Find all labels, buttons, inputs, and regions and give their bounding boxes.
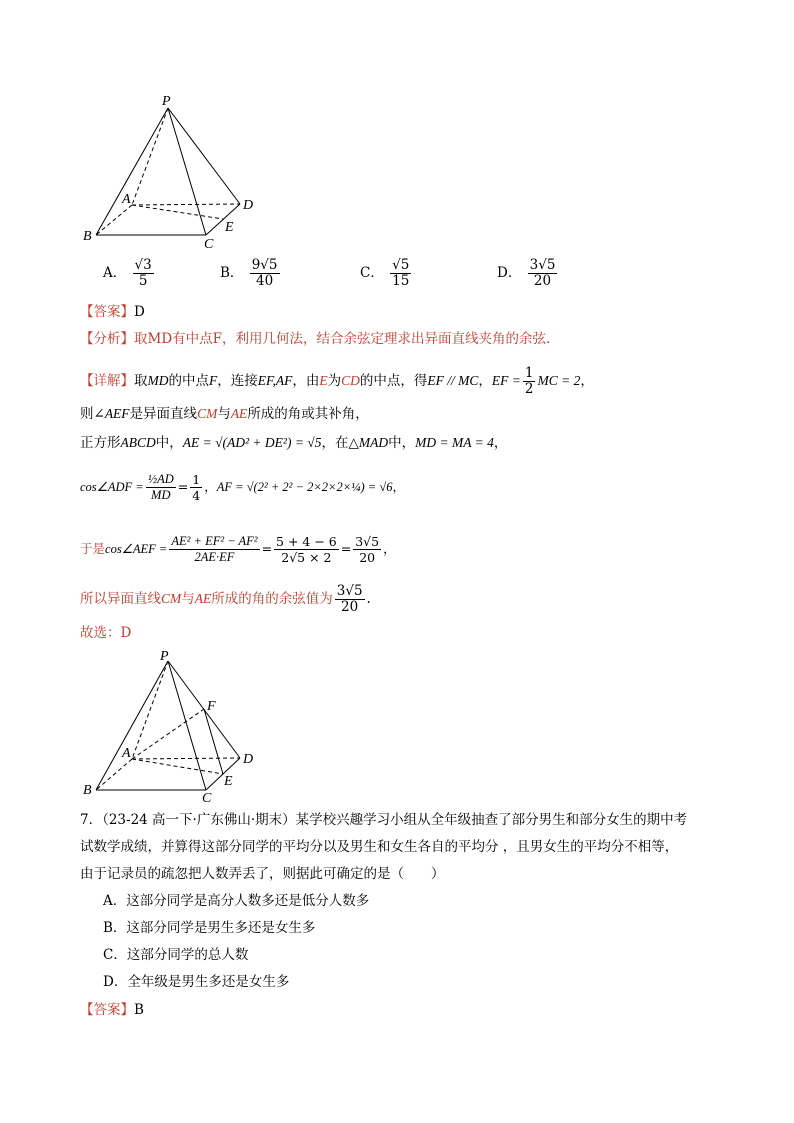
edge-AB — [96, 759, 132, 790]
fraction — [335, 584, 365, 615]
text: ， — [580, 373, 594, 389]
label-D: D — [243, 198, 254, 213]
math: E — [319, 373, 328, 388]
detail-line-1 — [80, 366, 594, 397]
edge-PA — [132, 108, 168, 205]
label-C: C — [202, 791, 212, 806]
text: ， — [383, 541, 396, 556]
text: 取 — [134, 373, 148, 389]
label-F: F — [207, 699, 216, 714]
text: 所以异面直线 — [80, 591, 161, 607]
numerator: 3√5 — [336, 583, 363, 599]
label-C: C — [204, 237, 214, 250]
math: AEF — [104, 406, 130, 421]
numerator: ½AD — [147, 472, 174, 486]
fraction — [353, 534, 381, 565]
edge-CD — [206, 204, 240, 235]
text: 所成的角或其补角， — [247, 406, 369, 422]
option-c — [360, 258, 413, 289]
text: 中， — [388, 435, 416, 451]
q7-line-1: 7．（23-24 高一下·广东佛山·期末）某学校兴趣学习小组从全年级抽查了部分男生和部分女生的期中考 — [80, 812, 688, 828]
denominator: 4 — [192, 488, 201, 503]
math: cos∠ADF = — [80, 480, 144, 494]
answer-value: D — [134, 304, 145, 320]
text: . — [366, 591, 371, 607]
detail-tag: 【详解】 — [80, 373, 134, 389]
math: EF = — [491, 373, 521, 388]
fraction — [523, 366, 536, 397]
math: CM — [161, 591, 182, 606]
denominator: MD — [151, 488, 171, 502]
option-num: 3√5 — [529, 257, 556, 273]
label-A: A — [122, 192, 131, 207]
option-letter: A． — [103, 265, 127, 281]
text: 正方形 — [80, 435, 121, 451]
fraction — [146, 472, 176, 503]
text: = — [177, 479, 189, 494]
numerator: AE² + EF² − AF² — [171, 534, 258, 548]
text: 是异面直线 — [129, 406, 198, 422]
denominator: 20 — [359, 550, 376, 565]
option-b — [220, 258, 282, 289]
q7-line-2: 试数学成绩，并算得这部分同学的平均分以及男生和女生各自的平均分 ，且男女生的平均分不相等， — [80, 839, 679, 855]
math: ABCD — [120, 435, 156, 450]
text: = — [261, 541, 273, 556]
text: 于是 — [80, 541, 106, 556]
text: = — [340, 541, 352, 556]
detail-line-6 — [80, 584, 371, 615]
label-P: P — [160, 649, 169, 664]
analysis-line — [80, 329, 550, 349]
edge-AD — [132, 758, 240, 759]
math: MD — [147, 373, 169, 388]
math: AF = √(2² + 2² − 2×2×2×¼) = √6 — [216, 480, 393, 494]
edge-PA — [132, 661, 168, 759]
answer-tag: 【答案】 — [80, 304, 134, 320]
math: AE — [230, 406, 248, 421]
fraction — [190, 472, 202, 503]
numerator: 1 — [524, 365, 534, 381]
label-D: D — [243, 752, 254, 767]
label-B: B — [83, 783, 92, 798]
numerator: 1 — [192, 472, 201, 487]
detail-line-5 — [80, 534, 396, 565]
text: 的中点 — [168, 373, 209, 389]
edge-AB — [96, 205, 132, 235]
math: EF // MC — [427, 373, 479, 388]
text: ，在△ — [321, 435, 359, 451]
answer-tag: 【答案】 — [80, 1002, 134, 1018]
edge-PC — [168, 108, 206, 235]
label-B: B — [83, 229, 92, 244]
edge-FE — [204, 709, 223, 774]
pyramid-figure-2 — [80, 647, 270, 807]
edge-AE — [132, 759, 223, 774]
math: AE — [194, 591, 212, 606]
q7-option-c: C．这部分同学的总人数 — [103, 947, 249, 963]
option-num: √5 — [392, 257, 410, 273]
q7-line-3: 由于记录员的疏忽把人数弄丢了，则据此可确定的是（ ） — [80, 866, 445, 882]
text: ， — [204, 479, 217, 494]
detail-line-4 — [80, 472, 405, 503]
q7-option-a: A．这部分同学是高分人数多还是低分人数多 — [103, 893, 370, 909]
label-E: E — [224, 774, 233, 789]
numerator: 5 + 4 − 6 — [276, 534, 337, 549]
option-den: 40 — [256, 273, 274, 289]
option-den: 20 — [533, 273, 552, 289]
denominator: 2√5 × 2 — [281, 550, 332, 565]
text: 则∠ — [80, 406, 105, 422]
q7-answer — [80, 1000, 144, 1020]
pyramid-figure-1 — [80, 90, 270, 250]
math: MAD — [358, 435, 389, 450]
label-E: E — [225, 220, 234, 235]
q7-option-d: D．全年级是男生多还是女生多 — [103, 974, 290, 990]
math: MC = 2 — [537, 373, 581, 388]
text: 与 — [181, 591, 195, 607]
text: 所成的角的余弦值为 — [211, 591, 333, 607]
math: cos∠AEF = — [105, 542, 168, 556]
answer-value: B — [134, 1002, 144, 1018]
edge-PB — [96, 108, 168, 235]
text: 与 — [217, 406, 231, 422]
text: ， — [478, 373, 492, 389]
text: 中， — [155, 435, 183, 451]
fraction — [169, 534, 259, 565]
math: CM — [197, 406, 218, 421]
label-P: P — [162, 94, 171, 109]
denominator: 2AE·EF — [194, 550, 235, 564]
edge-PD — [168, 108, 240, 204]
text: ，连接 — [217, 373, 258, 389]
answer-line — [80, 302, 145, 322]
math: F — [209, 373, 218, 388]
edge-AF — [132, 709, 204, 759]
option-d — [497, 258, 559, 289]
detail-line-3 — [80, 433, 507, 453]
option-den: 5 — [138, 273, 148, 289]
fraction — [274, 534, 339, 565]
edge-AE — [132, 205, 223, 219]
math: MD = MA = 4 — [415, 435, 494, 450]
option-letter: D． — [497, 265, 522, 281]
option-letter: B． — [220, 265, 244, 281]
text: ， — [392, 479, 405, 494]
option-num: √3 — [134, 257, 152, 273]
text: ，由 — [292, 373, 320, 389]
option-num: 9√5 — [251, 257, 278, 273]
detail-line-2 — [80, 404, 369, 424]
denominator: 2 — [524, 381, 534, 397]
math: CD — [341, 373, 360, 388]
option-a — [103, 258, 156, 289]
denominator: 20 — [341, 599, 359, 615]
analysis-tag: 【分析】 — [80, 331, 134, 347]
math: EF,AF — [257, 373, 293, 388]
detail-line-7: 故选：D — [80, 625, 132, 641]
edge-PB — [96, 661, 168, 790]
q7-option-b: B．这部分同学是男生多还是女生多 — [103, 920, 316, 936]
math: AE = √(AD² + DE²) = √5 — [182, 435, 322, 450]
text: 的中点，得 — [359, 373, 428, 389]
edge-PC — [168, 661, 206, 790]
numerator: 3√5 — [355, 534, 380, 549]
edge-AD — [132, 204, 240, 205]
analysis-text: 取MD有中点F，利用几何法，结合余弦定理求出异面直线夹角的余弦. — [134, 331, 551, 347]
text: 为 — [327, 373, 342, 389]
option-letter: C． — [360, 265, 384, 281]
label-A: A — [122, 746, 131, 761]
option-den: 15 — [392, 273, 410, 289]
text: ， — [493, 435, 508, 451]
